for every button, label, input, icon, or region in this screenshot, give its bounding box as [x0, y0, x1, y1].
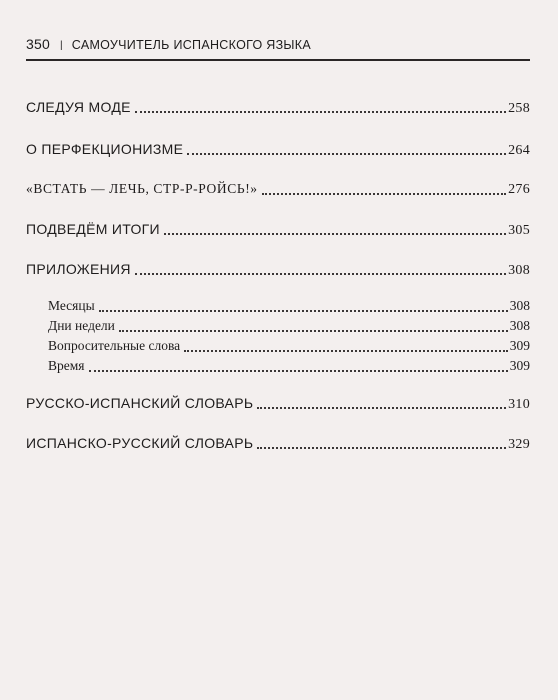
dot-leader [119, 316, 508, 336]
dot-leader [257, 392, 506, 414]
toc-entry-page: 258 [508, 101, 530, 116]
dot-leader [184, 336, 508, 356]
toc-entry-label: СЛЕДУЯ МОДЕ [26, 99, 131, 115]
header-rule [26, 59, 530, 61]
toc-entry-o-perfektsionizme [26, 138, 530, 160]
toc-entry-prilozheniya [26, 258, 530, 280]
toc-entry-label: ИСПАНСКО-РУССКИЙ СЛОВАРЬ [26, 435, 254, 451]
dot-leader [89, 356, 508, 376]
toc-entry-page: 310 [508, 397, 530, 412]
toc-entry-russko-ispanskiy [26, 392, 530, 414]
toc-entry-ispansko-russkiy [26, 432, 530, 454]
toc-entry-page: 309 [509, 338, 530, 353]
toc-entry-label: Вопросительные слова [48, 338, 181, 353]
toc-subentry-dni-nedeli [48, 316, 530, 336]
toc-entry-label: ПРИЛОЖЕНИЯ [26, 261, 131, 277]
toc-entry-label: РУССКО-ИСПАНСКИЙ СЛОВАРЬ [26, 395, 254, 411]
dot-leader [135, 258, 506, 280]
toc-entry-page: 264 [508, 143, 530, 158]
toc-entry-page: 308 [508, 263, 530, 278]
toc-entry-page: 329 [508, 437, 530, 452]
toc-entry-sleduya-mode [26, 96, 530, 118]
toc-entry-page: 308 [509, 298, 530, 313]
toc-entry-vstat-lech [26, 178, 530, 200]
toc-entry-label: Дни недели [48, 318, 115, 333]
dot-leader [164, 218, 506, 240]
toc-entry-label: ПОДВЕДЁМ ИТОГИ [26, 221, 160, 237]
dot-leader [99, 296, 508, 316]
book-title: САМОУЧИТЕЛЬ ИСПАНСКОГО ЯЗЫКА [71, 38, 312, 52]
toc-entry-page: 305 [508, 223, 530, 238]
toc-entry-page: 276 [508, 182, 530, 197]
dot-leader [257, 432, 506, 454]
toc-subentry-vremya [48, 356, 530, 376]
dot-leader [187, 138, 506, 160]
toc-entry-label: О ПЕРФЕКЦИОНИЗМЕ [26, 141, 184, 157]
toc-subentry-mesyatsy [48, 296, 530, 316]
toc-entry-label: «ВСТАТЬ — ЛЕЧЬ, СТР-Р-РОЙСЬ!» [26, 181, 258, 196]
toc-entry-page: 309 [509, 358, 530, 373]
dot-leader [262, 178, 506, 200]
toc-entry-label: Время [48, 358, 85, 373]
toc-entry-page: 308 [509, 318, 530, 333]
toc-entry-podvedyom-itogi [26, 218, 530, 240]
toc-entry-label: Месяцы [48, 298, 95, 313]
toc-subentry-voprositelnye-slova [48, 336, 530, 356]
header-separator: | [59, 40, 63, 51]
page-number: 350 [26, 36, 50, 52]
running-header [26, 36, 530, 58]
dot-leader [135, 96, 506, 118]
